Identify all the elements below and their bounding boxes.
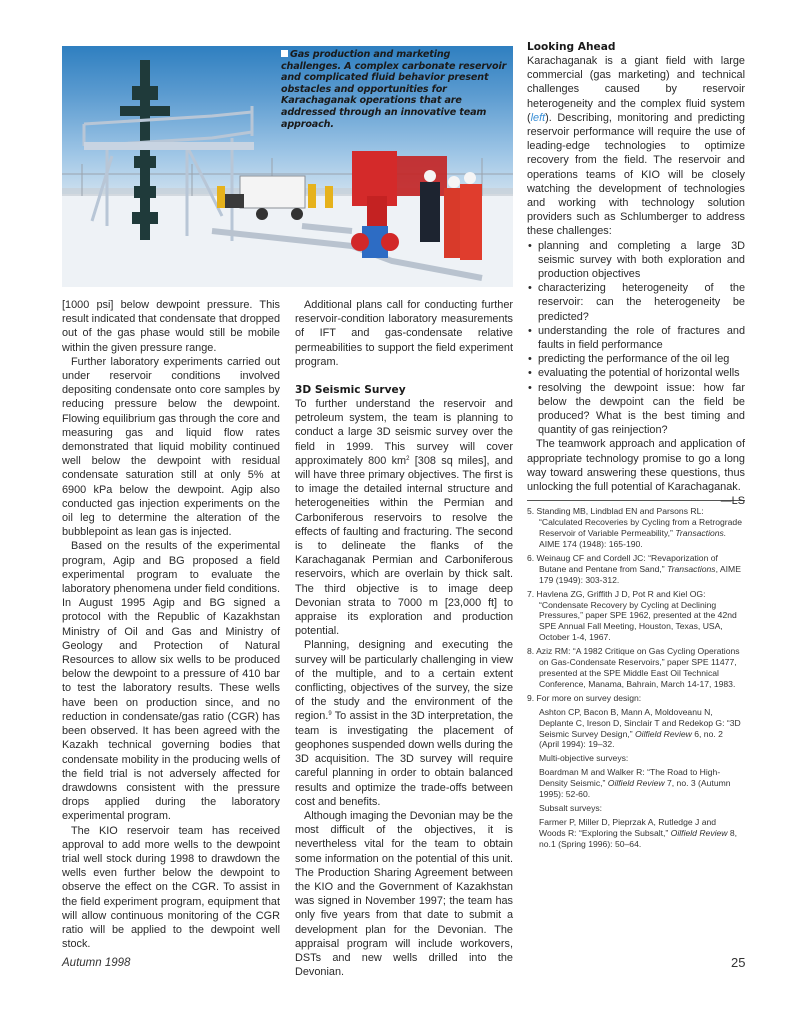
list-item: • planning and completing a large 3D seismic survey with both exploration and production objectives (527, 239, 745, 282)
caption-marker-icon (281, 50, 288, 57)
text-run: 5. Standing MB, Lindblad EN and Parsons RL: “Calculated Recoveries by Cycling from a Retrograde Reservoir of Variable Permeability,” (527, 506, 742, 539)
reference-item: 9. For more on survey design: (527, 692, 642, 703)
paragraph: Further laboratory experiments carried out under reservoir conditions involved depositing condensate onto core samples by reducing pressure below the dewpoint. Flowing equilibrium gas through the core and measuring gas and liquid flow rates demonstrated that liquid mobility continued well below the dewpoint with residual condensate saturation still at only 5% at 6900 kPa below the dewpoint. Agip also conducted gas injection experiments on the oil leg to determine the alteration of the bubblepoint as lean gas is injected. (62, 355, 280, 539)
text-run: To further understand the reservoir and petroleum system, the team is planning to conduct a large 3D seismic survey over the field in 1999. This survey will cover approximately 800 km (295, 398, 513, 467)
paragraph (527, 54, 745, 239)
references (527, 506, 745, 849)
paragraph (295, 638, 513, 808)
paragraph (295, 397, 513, 638)
text-run: Boardman M and Walker R: “The Road to High-Density Seismic,” (539, 767, 721, 789)
caption-text: Gas production and marketing challenges. A complex carbonate reservoir and complicated fluid behavior present obstacles and opportunities for Karachaganak operations that are addressed through an innovative team approach. (281, 49, 507, 130)
text-run: Transactions. (675, 528, 727, 539)
footnote-ref[interactable]: 9 (328, 711, 332, 718)
text-run: 7, no. 3 (Autumn 1995): 52-60. (539, 778, 731, 800)
photo-caption (281, 49, 513, 130)
reference-sublabel: Subsalt surveys: (539, 802, 603, 813)
text-run: The teamwork approach and application of appropriate technology promise to go a long way toward answering these questions, thus unlocking the full potential of Karachaganak. (527, 438, 745, 494)
reference-subitem (527, 707, 745, 751)
issue-date: Autumn 1998 (62, 957, 131, 969)
text-run: , AIME 179 (1949): 303-312. (539, 563, 741, 585)
paragraph (527, 437, 745, 508)
column-2 (295, 298, 513, 979)
text-run: Oilfield Review (670, 827, 728, 838)
text-run: AIME 174 (1948): 165-190. (539, 539, 643, 550)
paragraph: Based on the results of the experimental program, Agip and BG proposed a field experimental program to evaluate the laboratory phenomena under field conditions. In August 1995 Agip and BG signed a protocol with the Republic of Kazakhstan Ministry of Oil and Gas and Ministry of Geology and Protection of Natural Resources to allow six wells to be produced below the dewpoint to a pressure of 410 bar to test the laboratory results. These wells have been on production since, and no reduction in condensate/gas ratio (CGR) has been observed. It has been agreed with the Kazakh technical governing bodies that condensate mobility in the producing wells of the field trial is not adversely affected for drawdowns consistent with the pressure drops applied during the laboratory experimental program. (62, 540, 280, 823)
author-signature: —LS (720, 495, 745, 508)
text-run: Farmer P, Miller D, Pieprzak A, Rutledge J and Woods R: “Exploring the Subsalt,” (539, 816, 717, 838)
list-item: • understanding the role of fractures and faults in field performance (527, 324, 745, 352)
paragraph: The KIO reservoir team has received approval to add more wells to the dewpoint trial well stock during 1998 to drawdown the wells even further below the dewpoint to observe the effect on the CGR. To assist in the field experiment program, equipment that will allow continuous monitoring of the CGR ratio will be applied to the dewpoint well stock. (62, 824, 280, 951)
paragraph: Although imaging the Devonian may be the most difficult of the objectives, it is nevertheless vital for the team to obtain some information on the potential of this unit. The Production Sharing Agreement between the KIO and the Government of Kazakhstan was signed in November 1997; the team has only five years from that date to submit a development plan for the Devonian. The appraisal program will include workovers, DSTs and new wells drilled into the Devonian. (295, 809, 513, 979)
text-run: To assist in the 3D interpretation, the team is investigating the placement of geophones suspended down wells during the 3D acquisition. The 3D survey will require careful planning in order to obtain balanced results and optimize the trade-offs between cost and benefits. (295, 710, 513, 808)
text-run: Transactions (667, 563, 716, 574)
column-3 (527, 40, 745, 853)
superscript: 2 (406, 455, 410, 462)
text-run: Karachaganak is a giant field with large commercial (gas marketing) and technical challenges caused by reservoir heterogeneity and the complex fluid system ( (527, 55, 745, 124)
text-run: Oilfield Review (607, 778, 665, 789)
text-run: [308 sq miles], and will have three primary objectives. The first is to image the detailed internal structure and heterogeneities within the Permian and Carboniferous reservoirs to resolve the effects of faulting and fracturing. The second is to delineate the flanks of the Karachaganak Permian and Carboniferous reservoirs, which are overlain by thick salt. The third objective is to image deep Devonian strata to 7000 m [23,000 ft] to appraise its exploration and production potential. (295, 454, 513, 638)
text-run: 6, no. 2 (April 1994): 19–32. (539, 728, 723, 750)
section-heading-looking-ahead: Looking Ahead (527, 41, 616, 53)
reference-item (527, 553, 745, 586)
reference-item: 7. Havlena ZG, Griffith J D, Pot R and Kiel OG: “Condensate Recovery by Cycling at Declining Pressures,” paper SPE 1962, presented at the 42nd SPE Annual Fall Meeting, Houston, Texas, USA, October 1-4, 1967. (527, 588, 737, 643)
reference-subitem (527, 817, 745, 850)
reference-subitem (527, 767, 745, 800)
page-number: 25 (731, 955, 746, 970)
figure-reference-link[interactable]: left (530, 111, 546, 124)
reference-item: 8. Aziz RM: “A 1982 Critique on Gas Cycling Operations on Gas-Condensate Reservoirs,” paper SPE 11477, presented at the SPE Middle East Oil Technical Conference, Manama, Bahrain, March 14-17, 1983. (527, 646, 740, 689)
list-item: • predicting the performance of the oil leg (527, 352, 745, 366)
paragraph: [1000 psi] below dewpoint pressure. This result indicated that condensate that dropped out of the gas phase would still be mobile within the given pressure range. (62, 299, 280, 354)
list-item: • evaluating the potential of horizontal wells (527, 366, 745, 380)
text-run: Oilfield Review (635, 728, 692, 739)
text-run: Ashton CP, Bacon B, Mann A, Moldoveanu N, Deplante C, Ireson D, Sinclair T and Redekop G: “3D Seismic Survey Design,” (539, 706, 741, 739)
text-run: ). Describing, monitoring and predicting reservoir performance will require the use of leading-edge technologies to optimize recovery from the field. The reservoir and operations teams of KIO will be closely watching the development of technologies and working with technology solution providers such as Schlumberger to address these challenges: (527, 111, 745, 238)
column-1 (62, 298, 280, 951)
text-run: 6. Weinaug CF and Cordell JC: “Revaporization of Butane and Pentane from Sand,” (527, 552, 718, 574)
paragraph: Additional plans call for conducting further reservoir-condition laboratory measurements of IFT and gas-condensate relative permeabilities to support the field experiment program. (295, 299, 513, 368)
list-item: • characterizing heterogeneity of the reservoir: can the heterogeneity be predicted? (527, 281, 745, 324)
reference-item (527, 506, 745, 550)
reference-sublabel: Multi-objective surveys: (539, 753, 629, 764)
section-heading-3d-seismic: 3D Seismic Survey (295, 384, 406, 397)
challenges-list (527, 239, 745, 438)
text-run: Planning, designing and executing the survey will be particularly challenging in view of the multiple, and to a certain extent conflicting, objectives of the survey, the size of the study and the environment of the region. (295, 639, 513, 723)
list-item: • resolving the dewpoint issue: how far below the dewpoint can the field be produced? What is the best timing and quantity of gas reinjection? (527, 381, 745, 438)
text-run: 8, no.1 (Spring 1996): 50–64. (539, 827, 738, 849)
